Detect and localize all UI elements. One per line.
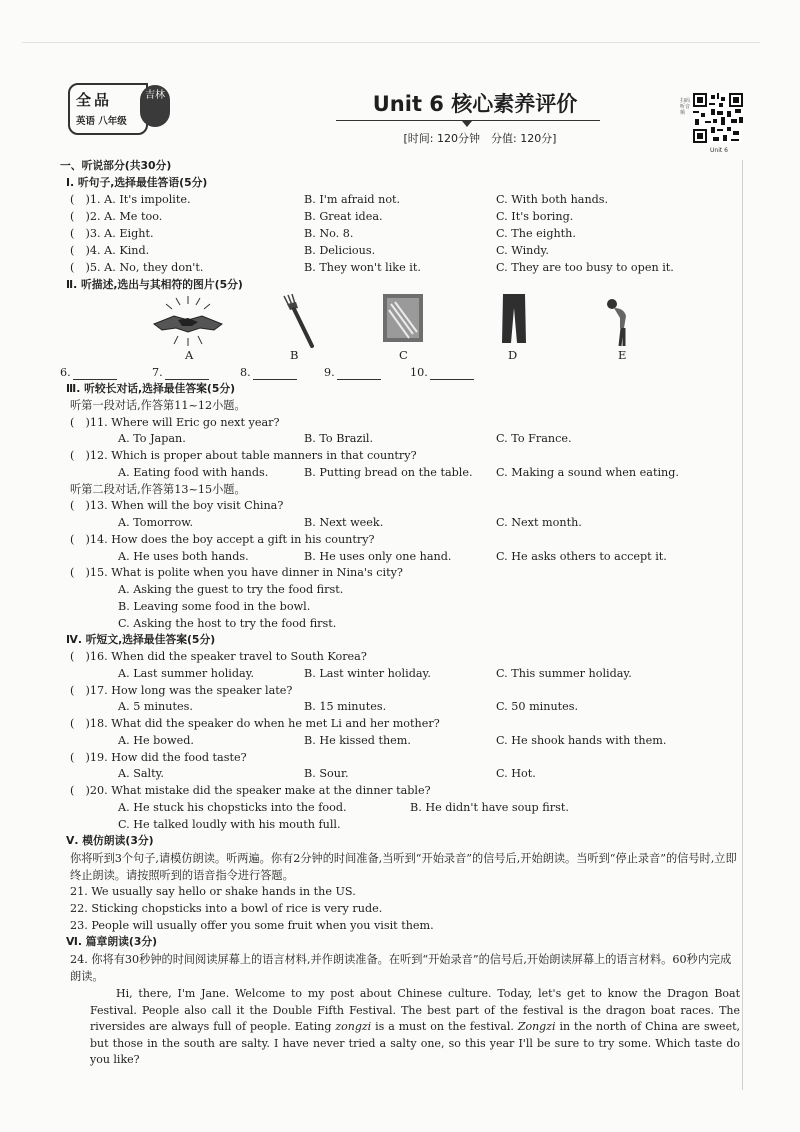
page-title: Unit 6 核心素养评价 bbox=[372, 92, 578, 116]
passage-text: Hi, there, I'm Jane. Welcome to my post about Chinese culture. Today, let's get to know the Dragon Boat Festival. People also call it the Double Fifth Festival. The best part of the festival is the dragon boat races. The riversides are always full of people. Eating bbox=[90, 987, 740, 1033]
option-c: C. With both hands. bbox=[496, 193, 609, 206]
brand-logo bbox=[68, 83, 176, 139]
bowing-person-icon bbox=[604, 298, 638, 348]
question-16: ( )16. When did the speaker travel to South Korea? bbox=[70, 650, 367, 663]
question-2: ( )2. A. Me too. bbox=[70, 210, 163, 223]
answer-blank-7[interactable] bbox=[152, 366, 209, 380]
blank-line bbox=[165, 369, 209, 380]
blank-line bbox=[73, 369, 117, 380]
blank-line bbox=[253, 369, 297, 380]
section-heading: Ⅳ. 听短文,选择最佳答案(5分) bbox=[66, 633, 216, 646]
title-rule-arrow bbox=[462, 121, 472, 127]
option-c: C. He shook hands with them. bbox=[496, 734, 667, 747]
blank-label: 7. bbox=[152, 366, 163, 379]
option-b: B. Next week. bbox=[304, 516, 384, 529]
trousers-icon bbox=[500, 294, 528, 344]
question-13: ( )13. When will the boy visit China? bbox=[70, 499, 284, 512]
section-heading: Ⅲ. 听较长对话,选择最佳答案(5分) bbox=[66, 382, 236, 395]
blank-line bbox=[337, 369, 381, 380]
picture-label: E bbox=[618, 348, 627, 362]
section-heading: Ⅴ. 模仿朗读(3分) bbox=[66, 834, 154, 847]
option-a: A. He uses both hands. bbox=[118, 550, 249, 563]
option-c: C. Making a sound when eating. bbox=[496, 466, 679, 479]
option-b: B. Delicious. bbox=[304, 244, 376, 257]
option-c: C. He asks others to accept it. bbox=[496, 550, 667, 563]
picture-label: C bbox=[399, 348, 408, 362]
blank-label: 10. bbox=[410, 366, 428, 379]
blank-label: 9. bbox=[324, 366, 335, 379]
option-a: A. Tomorrow. bbox=[118, 516, 194, 529]
option-b: B. Leaving some food in the bowl. bbox=[118, 600, 311, 613]
option-b: B. 15 minutes. bbox=[304, 700, 387, 713]
option-c: C. Next month. bbox=[496, 516, 582, 529]
option-a: A. Eating food with hands. bbox=[118, 466, 269, 479]
section-heading: Ⅵ. 篇章朗读(3分) bbox=[66, 935, 158, 948]
option-c: C. They are too busy to open it. bbox=[496, 261, 674, 274]
dialog-instruction: 听第二段对话,作答第13~15小题。 bbox=[70, 483, 246, 496]
chopsticks-icon bbox=[383, 294, 423, 342]
sentence-22: 22. Sticking chopsticks into a bowl of rice is very rude. bbox=[70, 902, 383, 915]
option-b: B. Sour. bbox=[304, 767, 349, 780]
question-12: ( )12. Which is proper about table manners in that country? bbox=[70, 449, 417, 462]
option-a: A. He bowed. bbox=[118, 734, 194, 747]
sentence-23: 23. People will usually offer you some fruit when you visit them. bbox=[70, 919, 434, 932]
passage-text: in the north of China are sweet, but those in the south are salty. I have never tried a salty one, so this year I'll be sure to try some. Which taste do you like? bbox=[90, 1020, 740, 1066]
option-a: A. He stuck his chopsticks into the food. bbox=[118, 801, 347, 814]
handshake-icon bbox=[152, 294, 224, 348]
answer-blank-10[interactable] bbox=[410, 366, 474, 380]
option-c: C. Windy. bbox=[496, 244, 549, 257]
passage-term-zongzi: zongzi bbox=[335, 1020, 372, 1033]
question-4: ( )4. A. Kind. bbox=[70, 244, 150, 257]
question-3: ( )3. A. Eight. bbox=[70, 227, 154, 240]
option-a: A. Salty. bbox=[118, 767, 164, 780]
brand-badge: 吉林 bbox=[140, 85, 170, 127]
blank-line bbox=[430, 369, 474, 380]
option-a: A. 5 minutes. bbox=[118, 700, 193, 713]
option-b: B. I'm afraid not. bbox=[304, 193, 401, 206]
brand-grade: 英语 八年级 bbox=[76, 116, 127, 127]
option-b: B. He didn't have soup first. bbox=[410, 801, 569, 814]
option-c: C. Hot. bbox=[496, 767, 536, 780]
right-margin-line bbox=[742, 160, 743, 1090]
option-c: C. Asking the host to try the food first. bbox=[118, 617, 337, 630]
section-heading: Ⅰ. 听句子,选择最佳答语(5分) bbox=[66, 176, 208, 189]
option-c: C. He talked loudly with his mouth full. bbox=[118, 818, 341, 831]
section-heading: Ⅱ. 听描述,选出与其相符的图片(5分) bbox=[66, 278, 243, 291]
option-a: A. Asking the guest to try the food first. bbox=[118, 583, 344, 596]
option-c: C. This summer holiday. bbox=[496, 667, 632, 680]
option-b: B. He uses only one hand. bbox=[304, 550, 452, 563]
top-border bbox=[22, 42, 760, 43]
option-b: B. He kissed them. bbox=[304, 734, 411, 747]
question-14: ( )14. How does the boy accept a gift in his country? bbox=[70, 533, 375, 546]
answer-blank-8[interactable] bbox=[240, 366, 297, 380]
qr-code-icon[interactable] bbox=[693, 93, 743, 143]
passage-term-zongzi: Zongzi bbox=[517, 1020, 556, 1033]
option-c: C. The eighth. bbox=[496, 227, 576, 240]
passage-text: is a must on the festival. bbox=[371, 1020, 518, 1033]
dialog-instruction: 听第一段对话,作答第11~12小题。 bbox=[70, 399, 246, 412]
option-b: B. Great idea. bbox=[304, 210, 383, 223]
part-heading: 一、听说部分(共30分) bbox=[60, 159, 172, 172]
option-b: B. To Brazil. bbox=[304, 432, 374, 445]
blank-label: 6. bbox=[60, 366, 71, 379]
sentence-21: 21. We usually say hello or shake hands in the US. bbox=[70, 885, 356, 898]
picture-label: A bbox=[185, 348, 194, 362]
qr-caption: 扫码听音频 bbox=[680, 98, 691, 116]
question-17: ( )17. How long was the speaker late? bbox=[70, 684, 293, 697]
option-c: C. 50 minutes. bbox=[496, 700, 579, 713]
fork-icon bbox=[276, 294, 316, 348]
question-1: ( )1. A. It's impolite. bbox=[70, 193, 191, 206]
answer-blank-9[interactable] bbox=[324, 366, 381, 380]
option-b: B. Last winter holiday. bbox=[304, 667, 431, 680]
question-15: ( )15. What is polite when you have dinner in Nina's city? bbox=[70, 566, 403, 579]
answer-blank-6[interactable] bbox=[60, 366, 117, 380]
option-b: B. Putting bread on the table. bbox=[304, 466, 473, 479]
qr-label: Unit 6 bbox=[710, 147, 728, 154]
section-instruction: 你将听到3个句子,请模仿朗读。听两遍。你有2分钟的时间准备,当听到“开始录音”的信号后,开始朗读。当听到“停止录音”的信号时,立即终止朗读。请按照听到的语音指令进行答题。 bbox=[70, 852, 737, 882]
section-instruction: 24. 你将有30秒钟的时间阅读屏幕上的语言材料,并作朗读准备。在听到“开始录音”的信号后,开始朗读屏幕上的语言材料。60秒内完成朗读。 bbox=[70, 953, 732, 983]
picture-label: D bbox=[508, 348, 518, 362]
question-11: ( )11. Where will Eric go next year? bbox=[70, 416, 280, 429]
question-18: ( )18. What did the speaker do when he met Li and her mother? bbox=[70, 717, 440, 730]
option-a: A. To Japan. bbox=[118, 432, 186, 445]
brand-name: 全品 bbox=[76, 91, 113, 109]
question-20: ( )20. What mistake did the speaker make at the dinner table? bbox=[70, 784, 431, 797]
option-c: C. To France. bbox=[496, 432, 572, 445]
option-a: A. Last summer holiday. bbox=[118, 667, 255, 680]
picture-label: B bbox=[290, 348, 299, 362]
option-c: C. It's boring. bbox=[496, 210, 574, 223]
blank-label: 8. bbox=[240, 366, 251, 379]
question-5: ( )5. A. No, they don't. bbox=[70, 261, 204, 274]
option-b: B. They won't like it. bbox=[304, 261, 421, 274]
exam-time-score: [时间: 120分钟 分值: 120分] bbox=[403, 132, 557, 145]
reading-passage bbox=[90, 986, 740, 1069]
option-b: B. No. 8. bbox=[304, 227, 354, 240]
question-19: ( )19. How did the food taste? bbox=[70, 751, 247, 764]
